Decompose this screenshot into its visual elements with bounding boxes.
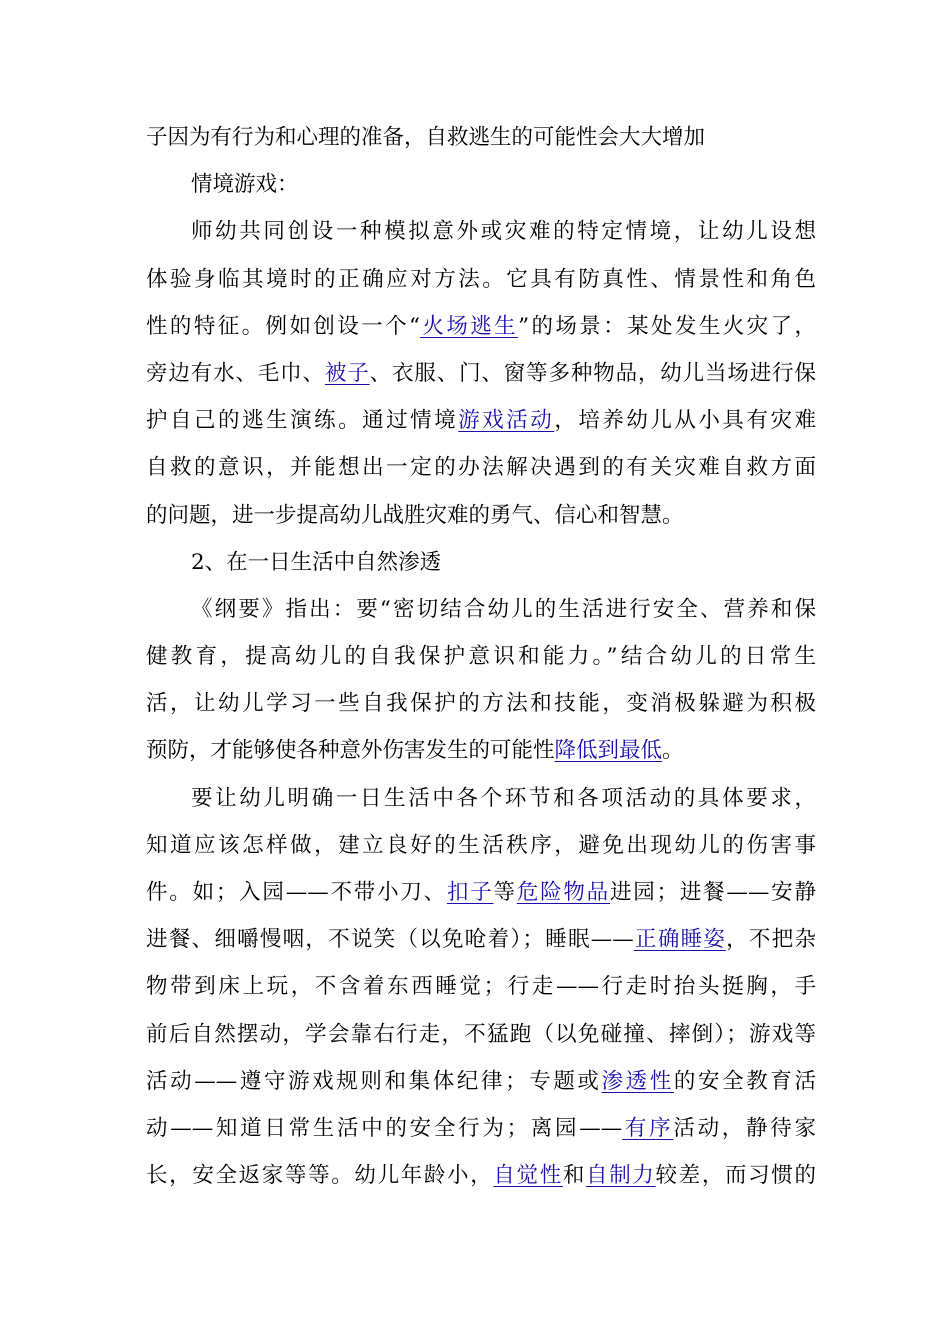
paragraph-line: [146, 444, 816, 491]
paragraph-line: [146, 869, 816, 916]
section-heading: [146, 161, 816, 208]
paragraph-line: [146, 727, 816, 774]
section-heading: [146, 539, 816, 586]
text-run: 活动，静待家: [673, 1115, 816, 1141]
text-run: 、衣服、门、窗等多种物品，幼儿当场进行保: [369, 360, 816, 386]
paragraph-line: [146, 492, 816, 539]
link-self-control[interactable]: 自制力: [586, 1163, 656, 1189]
text-run: ，不把杂: [726, 927, 816, 953]
paragraph-line: [146, 963, 816, 1010]
text-run: 护自己的逃生演练。通过情境: [146, 408, 459, 434]
text-run: 知道应该怎样做，建立良好的生活秩序，避免出现幼儿的伤害事: [146, 832, 816, 858]
heading-text: 2、在一日生活中自然渗透: [191, 549, 442, 575]
text-run: 师幼共同创设一种模拟意外或灾难的特定情境，让幼儿设想: [191, 219, 816, 245]
paragraph-line: [146, 1058, 816, 1105]
paragraph-line: [146, 397, 816, 444]
paragraph-line: [146, 633, 816, 680]
text-run: 和: [562, 1163, 587, 1189]
text-run: 长，安全返家等等。幼儿年龄小，: [146, 1163, 494, 1189]
text-run: ”的场景：某处发生火灾了，: [518, 313, 816, 339]
text-run: 物带到床上玩，不含着东西睡觉；行走——行走时抬头挺胸，手: [146, 974, 816, 1000]
link-minimize[interactable]: 降低到最低: [554, 738, 663, 764]
paragraph-line: [146, 256, 816, 303]
text-run: 旁边有水、毛巾、: [146, 360, 325, 386]
link-dangerous-items[interactable]: 危险物品: [516, 880, 610, 905]
text-run: 较差，而习惯的: [655, 1163, 816, 1189]
link-fire-escape[interactable]: 火场逃生: [420, 313, 519, 339]
link-quilt[interactable]: 被子: [324, 360, 370, 386]
paragraph-line: [146, 1152, 816, 1199]
text-run: 子因为有行为和心理的准备，自救逃生的可能性会大大增加: [146, 125, 706, 150]
text-run: 动——知道日常生活中的安全行为；离园——: [146, 1115, 623, 1141]
text-run: 活，让幼儿学习一些自我保护的方法和技能，变消极躲避为积极: [146, 691, 816, 717]
paragraph-line: [146, 350, 816, 397]
link-button-item[interactable]: 扣子: [446, 880, 494, 905]
text-run: 自救的意识，并能想出一定的办法解决遇到的有关灾难自救方面: [146, 455, 816, 481]
heading-text: 情境游戏：: [191, 172, 299, 198]
text-run: 进餐、细嚼慢咽，不说笑（以免呛着）；睡眠——: [146, 927, 634, 953]
text-run: 等: [493, 880, 517, 905]
document-body: [146, 114, 816, 1199]
paragraph-line: [146, 114, 816, 161]
link-orderly[interactable]: 有序: [622, 1115, 674, 1141]
text-run: 的安全教育活: [673, 1068, 816, 1094]
text-run: 要让幼儿明确一日生活中各个环节和各项活动的具体要求，: [191, 785, 816, 811]
link-self-awareness[interactable]: 自觉性: [493, 1163, 563, 1189]
paragraph-line: [146, 775, 816, 822]
text-run: 活动——遵守游戏规则和集体纪律；专题或: [146, 1068, 602, 1094]
text-run: 前后自然摆动，学会靠右行走，不猛跑（以免碰撞、摔倒）；游戏等: [146, 1021, 816, 1047]
paragraph-line: [146, 303, 816, 350]
paragraph-line: [146, 916, 816, 963]
link-game-activity[interactable]: 游戏活动: [458, 408, 555, 434]
text-run: 性的特征。例如创设一个“: [146, 313, 421, 339]
paragraph-line: [146, 822, 816, 869]
text-run: ，培养幼儿从小具有灾难: [554, 408, 816, 434]
paragraph-line: [146, 1105, 816, 1152]
paragraph-line: [146, 208, 816, 255]
paragraph-line: [146, 680, 816, 727]
paragraph-line: [146, 586, 816, 633]
text-run: 健教育，提高幼儿的自我保护意识和能力。”结合幼儿的日常生: [146, 644, 816, 670]
text-run: 件。如；入园——不带小刀、: [146, 880, 447, 905]
text-run: 预防，才能够使各种意外伤害发生的可能性: [146, 738, 555, 764]
text-run: 的问题，进一步提高幼儿战胜灾难的勇气、信心和智慧。: [146, 502, 684, 528]
paragraph-line: [146, 1011, 816, 1058]
text-run: 进园；进餐——安静: [609, 880, 816, 905]
link-sleep-posture[interactable]: 正确睡姿: [633, 927, 727, 953]
text-run: 体验身临其境时的正确应对方法。它具有防真性、情景性和角色: [146, 266, 816, 292]
text-run: 。: [662, 738, 684, 764]
link-permeability[interactable]: 渗透性: [601, 1068, 674, 1094]
text-run: 《纲要》指出：要“密切结合幼儿的生活进行安全、营养和保: [191, 596, 816, 622]
